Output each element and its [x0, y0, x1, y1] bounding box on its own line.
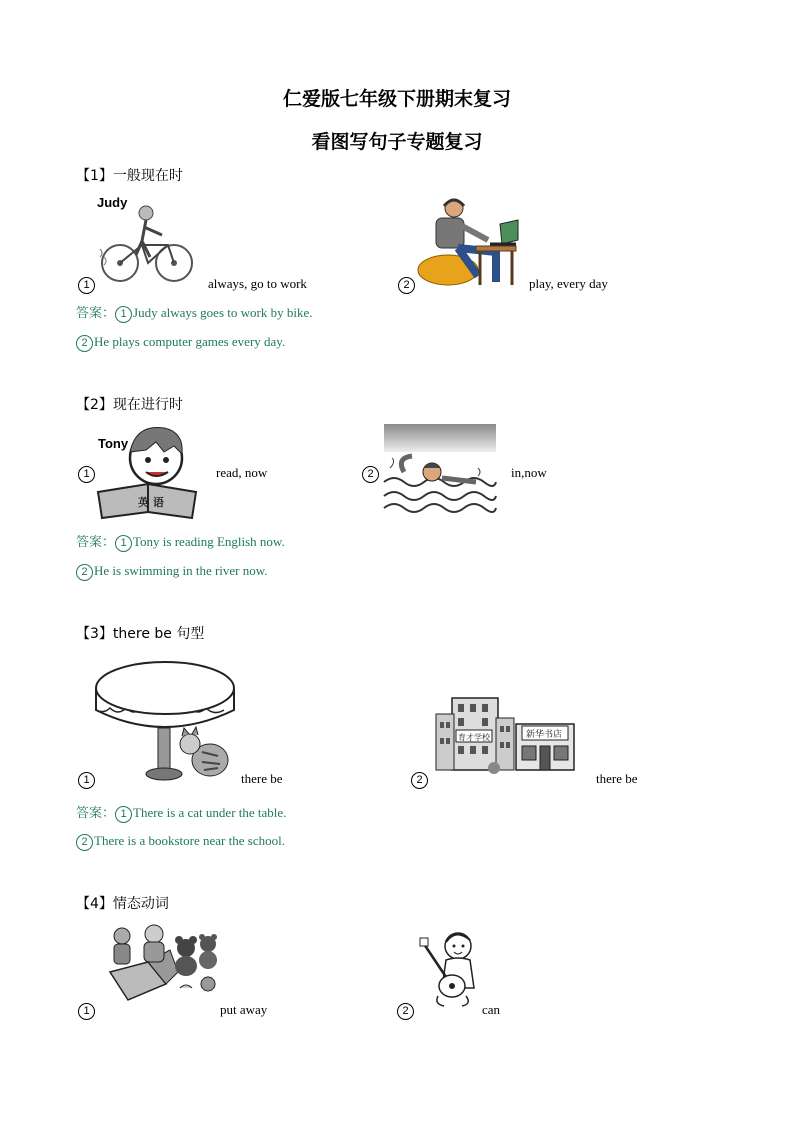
- school-bookstore-illustration: [436, 696, 576, 776]
- book-text: 英 语: [138, 496, 164, 509]
- answer-3-2: 2 There is a bookstore near the school.: [76, 833, 285, 851]
- answer-1-1: 答案： 1 Judy always goes to work by bike.: [76, 302, 312, 323]
- section-4-heading: 【4】情态动词: [76, 896, 169, 912]
- item-3-1-prompt: there be: [241, 771, 283, 786]
- cyclist-illustration: [98, 205, 196, 283]
- number-circle: 1: [78, 466, 95, 483]
- tony-label: Tony: [98, 436, 129, 451]
- section-2-heading: 【2】现在进行时: [76, 397, 183, 413]
- judy-label: Judy: [97, 195, 128, 210]
- table-cat-illustration: [94, 652, 236, 784]
- guitar-boy-illustration: [418, 930, 482, 1008]
- section-3-heading: 【3】there be 句型: [76, 626, 205, 642]
- school-sign: 育才学校: [458, 733, 490, 742]
- number-circle: 1: [78, 772, 95, 789]
- item-1-1: [78, 276, 95, 294]
- number-circle: 2: [362, 466, 379, 483]
- bookstore-sign: 新华书店: [526, 730, 563, 740]
- number-circle: 2: [397, 1003, 414, 1020]
- item-2-2-prompt: in,now: [511, 465, 547, 480]
- number-circle: 1: [78, 277, 95, 294]
- swim-sky-gradient: [384, 424, 496, 452]
- section-1-heading: 【1】一般现在时: [76, 168, 183, 184]
- toys-illustration: [108, 922, 220, 1004]
- number-circle: 1: [78, 1003, 95, 1020]
- answer-2-1: 答案： 1 Tony is reading English now.: [76, 531, 285, 552]
- item-4-1-prompt: put away: [220, 1002, 268, 1017]
- number-circle: 2: [398, 277, 415, 294]
- number-circle: 2: [411, 772, 428, 789]
- answer-2-2: 2 He is swimming in the river now.: [76, 563, 268, 581]
- answer-1-2: 2 He plays computer games every day.: [76, 334, 285, 352]
- swimmer-illustration: [384, 452, 496, 516]
- page-subtitle: 看图写句子专题复习: [311, 131, 483, 153]
- answer-3-1: 答案： 1 There is a cat under the table.: [76, 802, 286, 823]
- item-2-1-prompt: read, now: [216, 465, 268, 480]
- item-4-2-prompt: can: [482, 1002, 501, 1017]
- page-title: 仁爱版七年级下册期末复习: [282, 88, 511, 110]
- reading-boy-illustration: [96, 424, 200, 520]
- item-1-1-prompt: always, go to work: [208, 276, 307, 291]
- item-1-2-prompt: play, every day: [529, 276, 608, 291]
- item-3-2-prompt: there be: [596, 771, 638, 786]
- computer-gamer-illustration: [418, 190, 524, 290]
